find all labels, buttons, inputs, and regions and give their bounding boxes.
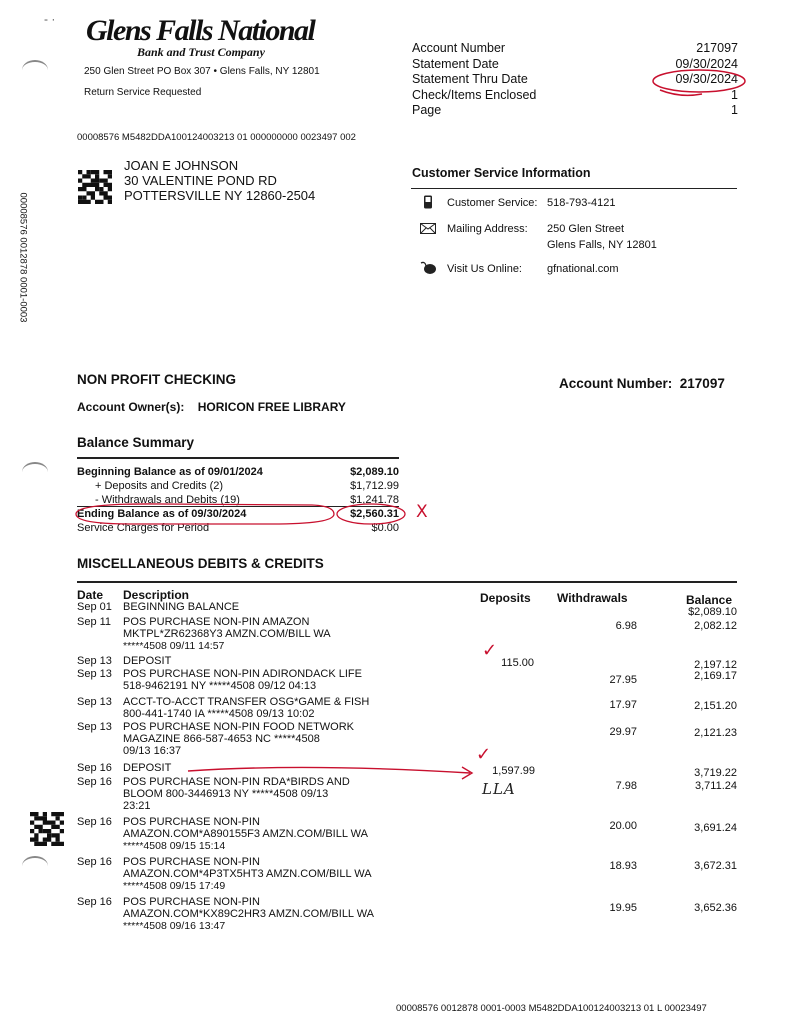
mail-label: Mailing Address: [447,223,528,235]
punch-hole-bottom [22,856,48,876]
balance-row-label: + Deposits and Credits (2) [95,480,224,492]
balance-row-beginning [77,466,399,479]
statement-header-labels [412,41,536,119]
balance-row-value: $0.00 [371,522,399,534]
red-arrow-deposit [186,761,482,783]
web-label: Visit Us Online: [447,263,522,275]
account-number-label: Account Number [412,41,506,55]
bank-subtitle: Bank and Trust Company [137,45,265,59]
balance-row-value: $2,089.10 [350,466,399,478]
row-withdrawal: 29.97 [609,726,637,738]
row-desc: *****4508 09/16 13:47 [123,920,226,932]
row-date: Sep 16 [77,776,112,788]
row-withdrawal: 19.95 [609,902,637,914]
row-withdrawal: 17.97 [609,699,637,711]
row-date: Sep 13 [77,721,112,733]
row-withdrawal: 18.93 [609,860,637,872]
row-desc: POS PURCHASE NON-PIN AMAZON [123,616,310,628]
row-desc: POS PURCHASE NON-PIN RDA*BIRDS AND [123,776,350,788]
red-circle-ending-balance [72,500,408,528]
account-number-heading-value: 217097 [679,376,725,391]
row-desc: ACCT-TO-ACCT TRANSFER OSG*GAME & FISH [123,696,370,708]
row-date: Sep 13 [77,668,112,680]
row-desc: 800-441-1740 IA *****4508 09/13 10:02 [123,708,315,720]
handwritten-initials: LLA [482,780,516,798]
row-desc: 518-9462191 NY *****4508 09/12 04:13 [123,680,317,692]
recipient-qr-code [78,170,112,204]
check-items-value: 1 [731,87,738,102]
row-balance: $2,089.10 [688,606,737,618]
check-items-label: Check/Items Enclosed [412,87,537,102]
row-deposit: 115.00 [501,657,534,669]
side-code: 00008576 0012878 0001-0003 [17,192,29,323]
bank-address: 250 Glen Street PO Box 307 • Glens Falls, NY 12801 [84,66,320,77]
balance-summary-rule [77,457,399,459]
row-date: Sep 13 [77,696,112,708]
row-date: Sep 16 [77,816,112,828]
row-desc: MAGAZINE 866-587-4653 NC *****4508 [123,733,320,745]
col-header-date: Date [77,588,104,602]
account-owner-label: Account Owner(s): [77,400,185,414]
row-withdrawal: 27.95 [609,674,637,686]
row-withdrawal: 6.98 [615,620,637,632]
phone-label: Customer Service: [447,197,538,209]
row-desc: *****4508 09/11 14:57 [123,640,225,652]
row-date: Sep 16 [77,856,112,868]
row-desc: POS PURCHASE NON-PIN FOOD NETWORK [123,721,355,733]
customer-service-title: Customer Service Information [412,166,591,180]
account-owner [77,400,346,414]
misc-title: MISCELLANEOUS DEBITS & CREDITS [77,556,324,571]
row-desc: DEPOSIT [123,655,172,667]
row-desc: BLOOM 800-3446913 NY *****4508 09/13 [123,788,329,800]
row-desc: AMAZON.COM*KX89C2HR3 AMZN.COM/BILL WA [123,908,375,920]
row-desc: MKTPL*ZR62368Y3 AMZN.COM/BILL WA [123,628,331,640]
recipient-address [124,158,315,203]
return-service: Return Service Requested [84,87,202,98]
row-balance: 2,197.12 [694,659,737,671]
row-desc: 09/13 16:37 [123,745,182,757]
statement-date-value: 09/30/2024 [675,56,738,71]
recipient-street: 30 VALENTINE POND RD [124,173,277,188]
balance-row-value: $1,712.99 [350,480,399,492]
mail-icon [420,223,436,234]
row-desc: POS PURCHASE NON-PIN [123,856,260,868]
recipient-city: POTTERSVILLE NY 12860-2504 [124,188,316,203]
row-desc: POS PURCHASE NON-PIN [123,816,260,828]
row-balance: 2,169.17 [694,670,737,682]
row-balance: 2,121.23 [694,727,737,739]
row-desc: DEPOSIT [123,762,172,774]
misc-rule [77,581,737,583]
punch-hole-middle [22,462,48,482]
account-number-value: 217097 [696,41,738,55]
row-balance: 2,151.20 [694,700,737,712]
row-desc: AMAZON.COM*A890155F3 AMZN.COM/BILL WA [123,828,368,840]
corner-dashes: - · [44,12,56,26]
balance-row-label: - Withdrawals and Debits (19) [95,494,240,506]
row-desc: *****4508 09/15 15:14 [123,840,226,852]
account-type: NON PROFIT CHECKING [77,372,237,387]
row-desc: POS PURCHASE NON-PIN [123,896,260,908]
mouse-icon [420,261,438,275]
col-header-withdrawals: Withdrawals [557,591,628,605]
col-header-balance: Balance [686,593,733,607]
row-balance: 3,672.31 [694,860,737,872]
red-circle-thru-date [650,68,750,100]
row-desc: POS PURCHASE NON-PIN ADIRONDACK LIFE [123,668,362,680]
statement-thru-date-value: 09/30/2024 [675,72,738,86]
row-date: Sep 01 [77,601,112,613]
row-balance: 3,719.22 [694,767,737,779]
account-owner-name: HORICON FREE LIBRARY [197,400,346,414]
balance-row-deposits [77,480,399,493]
row-date: Sep 16 [77,896,112,908]
phone-icon [423,195,433,209]
col-header-deposits: Deposits [480,591,531,605]
balance-row-label: Service Charges for Period [77,522,210,534]
phone-number: 518-793-4121 [547,197,616,209]
bank-logo: Glens Falls National [86,14,315,47]
col-header-description: Description [123,588,190,602]
statement-date-label: Statement Date [412,56,499,71]
row-desc: AMAZON.COM*4P3TX5HT3 AMZN.COM/BILL WA [123,868,372,880]
row-desc: 23:21 [123,800,151,812]
footer-code: 00008576 0012878 0001-0003 M5482DDA100124003213 01 L 00023497 [396,1003,707,1014]
side-qr-code [30,812,64,846]
statement-thru-date-label: Statement Thru Date [412,72,528,86]
red-check-deposit-1: ✓ [482,640,498,661]
barcode-line: 00008576 M5482DDA100124003213 01 000000000 0023497 002 [77,132,356,143]
red-check-deposit-2: ✓ [476,744,492,765]
mail-line2: Glens Falls, NY 12801 [547,239,657,251]
row-withdrawal: 20.00 [609,820,637,832]
row-desc: BEGINNING BALANCE [123,601,240,613]
account-number-heading-label: Account Number: [559,376,673,391]
table-row [77,617,737,653]
red-x-mark: X [416,502,428,522]
row-withdrawal: 7.98 [615,780,637,792]
row-desc: *****4508 09/15 17:49 [123,880,226,892]
page-label: Page [412,103,442,117]
mail-line1: 250 Glen Street [547,223,625,235]
web-address[interactable]: gfnational.com [547,263,619,275]
balance-row-value: $1,241.78 [350,494,399,506]
balance-row-label: Beginning Balance as of 09/01/2024 [77,466,263,478]
row-date: Sep 13 [77,655,112,667]
recipient-name: JOAN E JOHNSON [124,158,239,173]
punch-hole-top [22,60,48,80]
row-date: Sep 16 [77,762,112,774]
row-balance: 2,082.12 [694,620,737,632]
page-value: 1 [731,103,738,117]
account-number-heading [559,376,725,391]
row-date: Sep 11 [77,616,112,628]
balance-row-value: $2,560.31 [350,508,399,520]
customer-service-rule [411,188,737,189]
row-balance: 3,711.24 [694,780,737,792]
row-deposit: 1,597.99 [492,765,535,777]
row-balance: 3,691.24 [694,822,737,834]
balance-summary-title: Balance Summary [77,435,195,450]
row-balance: 3,652.36 [694,902,737,914]
balance-row-label: Ending Balance as of 09/30/2024 [77,508,247,520]
